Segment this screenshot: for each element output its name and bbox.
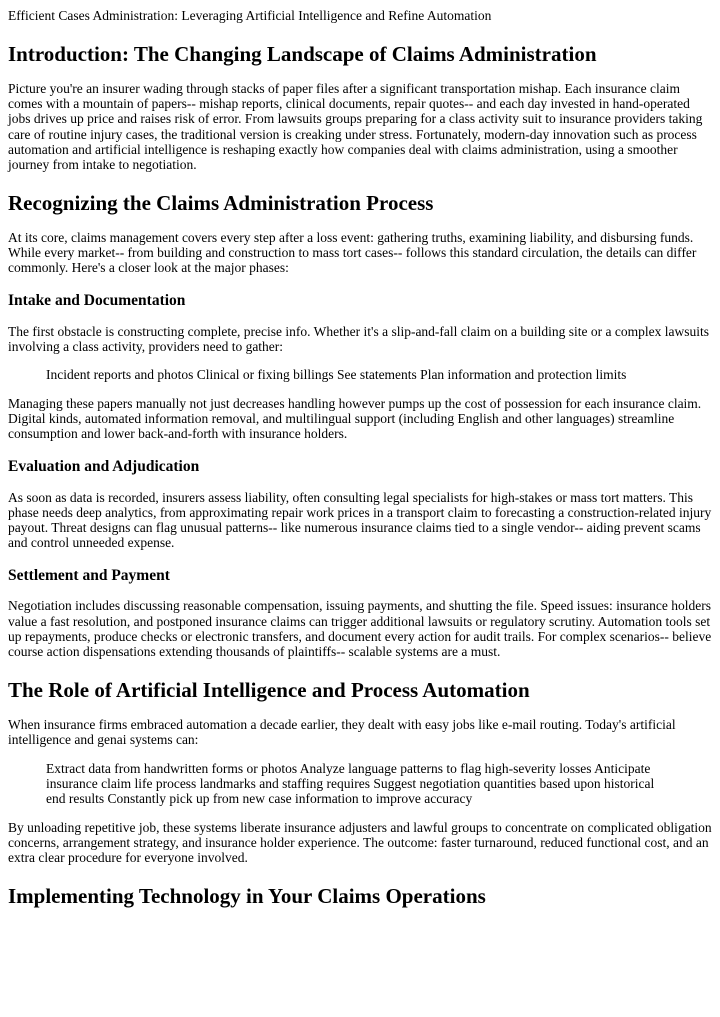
paragraph-process-overview: At its core, claims management covers every step after a loss event: gathering truths, examining liability, and disbursing funds. While every market-- from building and construction to mass tort cases-- follows this standard circulation, the details can differ commonly. Here's a closer look at the major phases: [8, 230, 697, 276]
heading-recognizing-process: Recognizing the Claims Administration Process [8, 190, 434, 215]
heading-role-of-ai: The Role of Artificial Intelligence and Process Automation [8, 677, 530, 702]
paragraph-ai-intro: When insurance firms embraced automation a decade earlier, they dealt with easy jobs like e-mail routing. Today's artificial intelligence and genai systems can: [8, 716, 676, 748]
heading-intake-documentation: Intake and Documentation [8, 292, 186, 310]
heading-introduction: Introduction: The Changing Landscape of Claims Administration [8, 42, 597, 67]
heading-evaluation-adjudication: Evaluation and Adjudication [8, 458, 200, 476]
paragraph-intake: The first obstacle is constructing complete, precise info. Whether it's a slip-and-fall claim on a building site or a complex lawsuits involving a class activity, providers need to gather: [8, 323, 709, 354]
paragraph-ai-outcome: By unloading repetitive job, these systems liberate insurance adjusters and lawful groups to concentrate on complicated obligation concerns, arrangement strategy, and insurance holder experience. The outcome: faster turnaround, reduced functional cost, and an extra clear procedure for everyone involved. [8, 819, 712, 865]
document-page [8, 8, 712, 908]
quote-ai-capabilities: Extract data from handwritten forms or photos Analyze language patterns to flag high-severity losses Anticipate insurance claim life process landmarks and staffing requires Suggest negotiation quantities based upon historical end results Constantly pick up from new case information to improve accuracy [46, 760, 655, 806]
paragraph-settlement: Negotiation includes discussing reasonable compensation, issuing payments, and shutting the file. Speed issues: insurance holders value a fast resolution, and postponed insurance claims can trigger additional lawsuits or regulatory scrutiny. Automation tools set up repayments, produce checks or electronic transfers, and document every action for audit trails. For complex scenarios-- believe course action dispensations extending thousands of plaintiffs-- scalable systems are a must. [8, 598, 712, 659]
heading-settlement-payment: Settlement and Payment [8, 567, 170, 585]
document-title-line: Efficient Cases Administration: Leveraging Artificial Intelligence and Refine Automation [8, 8, 492, 23]
paragraph-evaluation: As soon as data is recorded, insurers assess liability, often consulting legal specialists for high-stakes or mass tort matters. This phase needs deep analytics, from approximating repair work prices in a transport claim to forecasting a construction-related injury payout. Threat designs can flag unusual patterns-- like numerous insurance claims tied to a single vendor-- aiding prevent scams and control unneeded expense. [8, 489, 712, 550]
quote-gather-items: Incident reports and photos Clinical or fixing billings See statements Plan information and protection limits [46, 367, 627, 383]
paragraph-introduction: Picture you're an insurer wading through stacks of paper files after a significant transportation mishap. Each insurance claim comes with a mountain of papers-- mishap reports, clinical documents, repair quotes-- and each day invested in hand-operated jobs drives up price and raises risk of error. From lawsuits groups preparing for a class activity suit to insurance providers taking care of routine injury cases, the traditional version is creaking under stress. Fortunately, modern-day innovation such as process automation and artificial intelligence is reshaping exactly how companies deal with claims administration, using a smoother journey from intake to negotiation. [8, 81, 703, 172]
paragraph-manual-handling: Managing these papers manually not just decreases handling however pumps up the cost of possession for each insurance claim. Digital kinds, automated information removal, and multilingual support (including English and other languages) streamline consumption and lower back-and-forth with insurance holders. [8, 396, 702, 442]
heading-implementing-technology: Implementing Technology in Your Claims Operations [8, 883, 486, 908]
